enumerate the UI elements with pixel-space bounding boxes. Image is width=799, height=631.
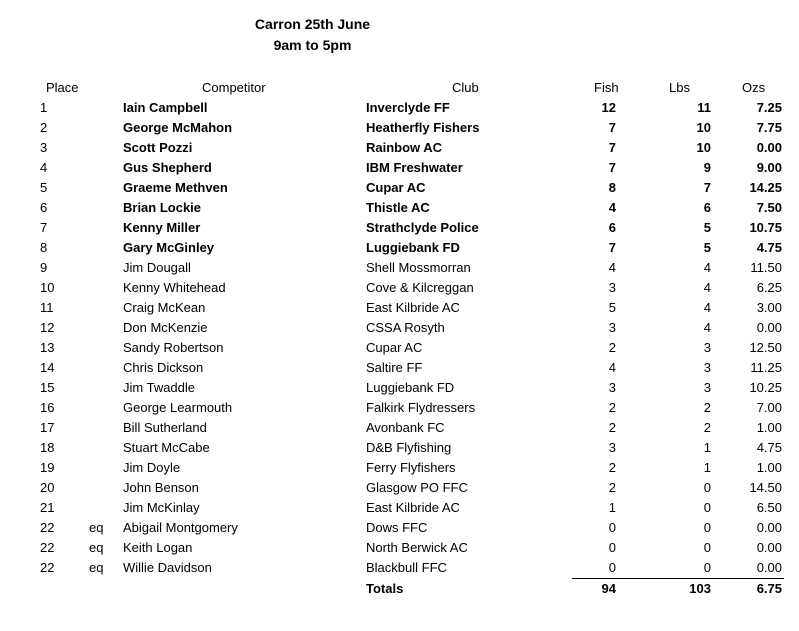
row-competitor: Craig McKean bbox=[123, 300, 206, 315]
row-fish: 3 bbox=[608, 320, 616, 335]
row-fish: 1 bbox=[608, 500, 616, 515]
row-fish: 12 bbox=[601, 100, 616, 115]
row-ozs: 11.50 bbox=[750, 260, 782, 275]
table-row bbox=[0, 338, 799, 358]
row-club: Luggiebank FD bbox=[366, 240, 460, 255]
row-place: 1 bbox=[40, 100, 48, 115]
row-lbs: 4 bbox=[703, 280, 711, 295]
row-ozs: 7.00 bbox=[756, 400, 782, 415]
row-lbs: 1 bbox=[703, 460, 711, 475]
row-place: 17 bbox=[40, 420, 55, 435]
row-fish: 7 bbox=[608, 240, 616, 255]
row-club: Cupar AC bbox=[366, 180, 426, 195]
row-ozs: 0.00 bbox=[756, 320, 782, 335]
row-club: Falkirk Flydressers bbox=[366, 400, 476, 415]
table-row bbox=[0, 438, 799, 458]
row-place: 15 bbox=[40, 380, 55, 395]
table-row bbox=[0, 178, 799, 198]
row-lbs: 2 bbox=[703, 420, 711, 435]
row-competitor: Bill Sutherland bbox=[123, 420, 207, 435]
row-lbs: 1 bbox=[703, 440, 711, 455]
table-row bbox=[0, 298, 799, 318]
row-ozs: 0.00 bbox=[756, 560, 782, 575]
row-ozs: 10.75 bbox=[749, 220, 782, 235]
row-fish: 2 bbox=[608, 400, 616, 415]
table-row bbox=[0, 358, 799, 378]
row-ozs: 7.75 bbox=[756, 120, 782, 135]
row-ozs: 0.00 bbox=[756, 520, 782, 535]
header-lbs: Lbs bbox=[669, 80, 690, 95]
row-eq-marker: eq bbox=[89, 560, 104, 575]
row-club: Blackbull FFC bbox=[366, 560, 447, 575]
row-competitor: Gary McGinley bbox=[123, 240, 215, 255]
row-fish: 0 bbox=[608, 560, 616, 575]
row-place: 3 bbox=[40, 140, 48, 155]
row-place: 22 bbox=[40, 520, 55, 535]
page-subtitle: 9am to 5pm bbox=[273, 37, 352, 53]
row-fish: 4 bbox=[608, 200, 616, 215]
row-place: 5 bbox=[40, 180, 48, 195]
row-fish: 3 bbox=[608, 380, 616, 395]
table-row bbox=[0, 398, 799, 418]
row-competitor: Kenny Whitehead bbox=[123, 280, 226, 295]
row-fish: 3 bbox=[608, 280, 616, 295]
row-fish: 7 bbox=[608, 160, 616, 175]
row-fish: 3 bbox=[608, 440, 616, 455]
row-competitor: Don McKenzie bbox=[123, 320, 208, 335]
row-lbs: 0 bbox=[703, 480, 711, 495]
row-fish: 8 bbox=[608, 180, 616, 195]
row-ozs: 9.00 bbox=[756, 160, 782, 175]
row-club: East Kilbride AC bbox=[366, 500, 460, 515]
row-lbs: 5 bbox=[703, 240, 711, 255]
row-place: 9 bbox=[40, 260, 48, 275]
table-row bbox=[0, 218, 799, 238]
row-ozs: 11.25 bbox=[750, 360, 782, 375]
totals-row bbox=[0, 579, 799, 599]
row-competitor: George Learmouth bbox=[123, 400, 233, 415]
row-ozs: 7.25 bbox=[756, 100, 782, 115]
row-fish: 4 bbox=[608, 360, 616, 375]
row-competitor: Stuart McCabe bbox=[123, 440, 210, 455]
row-ozs: 6.50 bbox=[756, 500, 782, 515]
row-club: Shell Mossmorran bbox=[366, 260, 471, 275]
row-ozs: 10.25 bbox=[749, 380, 782, 395]
row-lbs: 0 bbox=[703, 520, 711, 535]
row-place: 12 bbox=[40, 320, 55, 335]
table-row bbox=[0, 98, 799, 118]
row-club: IBM Freshwater bbox=[366, 160, 463, 175]
table-row bbox=[0, 238, 799, 258]
row-club: Rainbow AC bbox=[366, 140, 443, 155]
row-club: Luggiebank FD bbox=[366, 380, 455, 395]
row-competitor: Chris Dickson bbox=[123, 360, 204, 375]
row-fish: 2 bbox=[608, 480, 616, 495]
table-row bbox=[0, 258, 799, 278]
row-fish: 7 bbox=[608, 140, 616, 155]
row-competitor: Sandy Robertson bbox=[123, 340, 224, 355]
row-ozs: 0.00 bbox=[756, 540, 782, 555]
totals-lbs: 103 bbox=[689, 581, 711, 596]
row-competitor: Keith Logan bbox=[123, 540, 193, 555]
totals-fish: 94 bbox=[601, 581, 616, 596]
row-place: 6 bbox=[40, 200, 48, 215]
header-place: Place bbox=[46, 80, 79, 95]
row-lbs: 3 bbox=[703, 380, 711, 395]
row-lbs: 6 bbox=[703, 200, 711, 215]
table-row bbox=[0, 198, 799, 218]
row-ozs: 3.00 bbox=[756, 300, 782, 315]
row-club: Ferry Flyfishers bbox=[366, 460, 456, 475]
table-header bbox=[0, 78, 799, 98]
row-place: 8 bbox=[40, 240, 48, 255]
table-row bbox=[0, 118, 799, 138]
header-ozs: Ozs bbox=[742, 80, 766, 95]
row-club: Heatherfly Fishers bbox=[366, 120, 480, 135]
row-place: 7 bbox=[40, 220, 48, 235]
header-competitor: Competitor bbox=[202, 80, 266, 95]
row-lbs: 4 bbox=[703, 260, 711, 275]
row-place: 4 bbox=[40, 160, 48, 175]
table-row bbox=[0, 478, 799, 498]
row-fish: 4 bbox=[608, 260, 616, 275]
row-lbs: 3 bbox=[703, 360, 711, 375]
row-ozs: 4.75 bbox=[756, 240, 782, 255]
row-place: 19 bbox=[40, 460, 55, 475]
row-lbs: 0 bbox=[703, 540, 711, 555]
row-lbs: 4 bbox=[703, 300, 711, 315]
row-place: 16 bbox=[40, 400, 55, 415]
row-fish: 6 bbox=[608, 220, 616, 235]
header-fish: Fish bbox=[594, 80, 619, 95]
page-title: Carron 25th June bbox=[254, 16, 371, 32]
table-row bbox=[0, 158, 799, 178]
row-eq-marker: eq bbox=[89, 520, 104, 535]
row-place: 22 bbox=[40, 540, 55, 555]
row-club: Thistle AC bbox=[366, 200, 430, 215]
table-row bbox=[0, 558, 799, 578]
row-ozs: 1.00 bbox=[756, 460, 782, 475]
row-club: Avonbank FC bbox=[366, 420, 445, 435]
row-club: CSSA Rosyth bbox=[366, 320, 445, 335]
table-row bbox=[0, 518, 799, 538]
row-fish: 7 bbox=[608, 120, 616, 135]
row-competitor: Graeme Methven bbox=[123, 180, 228, 195]
row-lbs: 9 bbox=[703, 160, 711, 175]
row-lbs: 11 bbox=[697, 100, 711, 115]
table-row bbox=[0, 378, 799, 398]
table-row bbox=[0, 418, 799, 438]
row-place: 11 bbox=[40, 300, 54, 315]
row-place: 14 bbox=[40, 360, 55, 375]
row-club: Strathclyde Police bbox=[366, 220, 479, 235]
row-lbs: 10 bbox=[696, 140, 711, 155]
row-club: D&B Flyfishing bbox=[366, 440, 452, 455]
row-ozs: 6.25 bbox=[756, 280, 782, 295]
row-competitor: Jim Dougall bbox=[123, 260, 191, 275]
row-lbs: 2 bbox=[703, 400, 711, 415]
row-fish: 0 bbox=[608, 520, 616, 535]
row-fish: 2 bbox=[608, 460, 616, 475]
row-eq-marker: eq bbox=[89, 540, 104, 555]
row-competitor: Jim McKinlay bbox=[123, 500, 200, 515]
row-lbs: 5 bbox=[703, 220, 711, 235]
row-place: 21 bbox=[40, 500, 55, 515]
row-competitor: Willie Davidson bbox=[123, 560, 212, 575]
row-club: Inverclyde FF bbox=[366, 100, 450, 115]
row-club: East Kilbride AC bbox=[366, 300, 460, 315]
row-lbs: 4 bbox=[703, 320, 711, 335]
row-competitor: Iain Campbell bbox=[123, 100, 208, 115]
row-competitor: Jim Twaddle bbox=[123, 380, 196, 395]
row-place: 18 bbox=[40, 440, 55, 455]
row-place: 10 bbox=[40, 280, 55, 295]
row-lbs: 10 bbox=[696, 120, 711, 135]
row-place: 2 bbox=[40, 120, 48, 135]
row-lbs: 7 bbox=[703, 180, 711, 195]
totals-ozs: 6.75 bbox=[756, 581, 782, 596]
totals-label: Totals bbox=[366, 581, 404, 596]
row-club: Saltire FF bbox=[366, 360, 423, 375]
row-competitor: Abigail Montgomery bbox=[123, 520, 238, 535]
row-club: North Berwick AC bbox=[366, 540, 468, 555]
table-row bbox=[0, 138, 799, 158]
table-row bbox=[0, 278, 799, 298]
row-club: Glasgow PO FFC bbox=[366, 480, 468, 495]
row-ozs: 14.25 bbox=[749, 180, 782, 195]
row-ozs: 14.50 bbox=[749, 480, 782, 495]
row-fish: 5 bbox=[608, 300, 616, 315]
row-fish: 2 bbox=[608, 420, 616, 435]
row-club: Cupar AC bbox=[366, 340, 423, 355]
row-ozs: 0.00 bbox=[756, 140, 782, 155]
row-competitor: Kenny Miller bbox=[123, 220, 201, 235]
row-ozs: 4.75 bbox=[756, 440, 782, 455]
row-lbs: 0 bbox=[703, 560, 711, 575]
row-fish: 2 bbox=[608, 340, 616, 355]
row-competitor: John Benson bbox=[123, 480, 199, 495]
row-place: 13 bbox=[40, 340, 55, 355]
row-ozs: 7.50 bbox=[756, 200, 782, 215]
row-competitor: Scott Pozzi bbox=[123, 140, 193, 155]
row-place: 20 bbox=[40, 480, 55, 495]
table-row bbox=[0, 498, 799, 518]
row-competitor: George McMahon bbox=[123, 120, 233, 135]
row-lbs: 0 bbox=[703, 500, 711, 515]
row-ozs: 1.00 bbox=[756, 420, 782, 435]
row-ozs: 12.50 bbox=[749, 340, 782, 355]
row-competitor: Jim Doyle bbox=[123, 460, 181, 475]
row-fish: 0 bbox=[608, 540, 616, 555]
table-row bbox=[0, 458, 799, 478]
row-place: 22 bbox=[40, 560, 55, 575]
table-row bbox=[0, 318, 799, 338]
header-club: Club bbox=[452, 80, 479, 95]
row-competitor: Gus Shepherd bbox=[123, 160, 212, 175]
row-competitor: Brian Lockie bbox=[123, 200, 202, 215]
row-lbs: 3 bbox=[703, 340, 711, 355]
row-club: Dows FFC bbox=[366, 520, 428, 535]
row-club: Cove & Kilcreggan bbox=[366, 280, 474, 295]
table-row bbox=[0, 538, 799, 558]
